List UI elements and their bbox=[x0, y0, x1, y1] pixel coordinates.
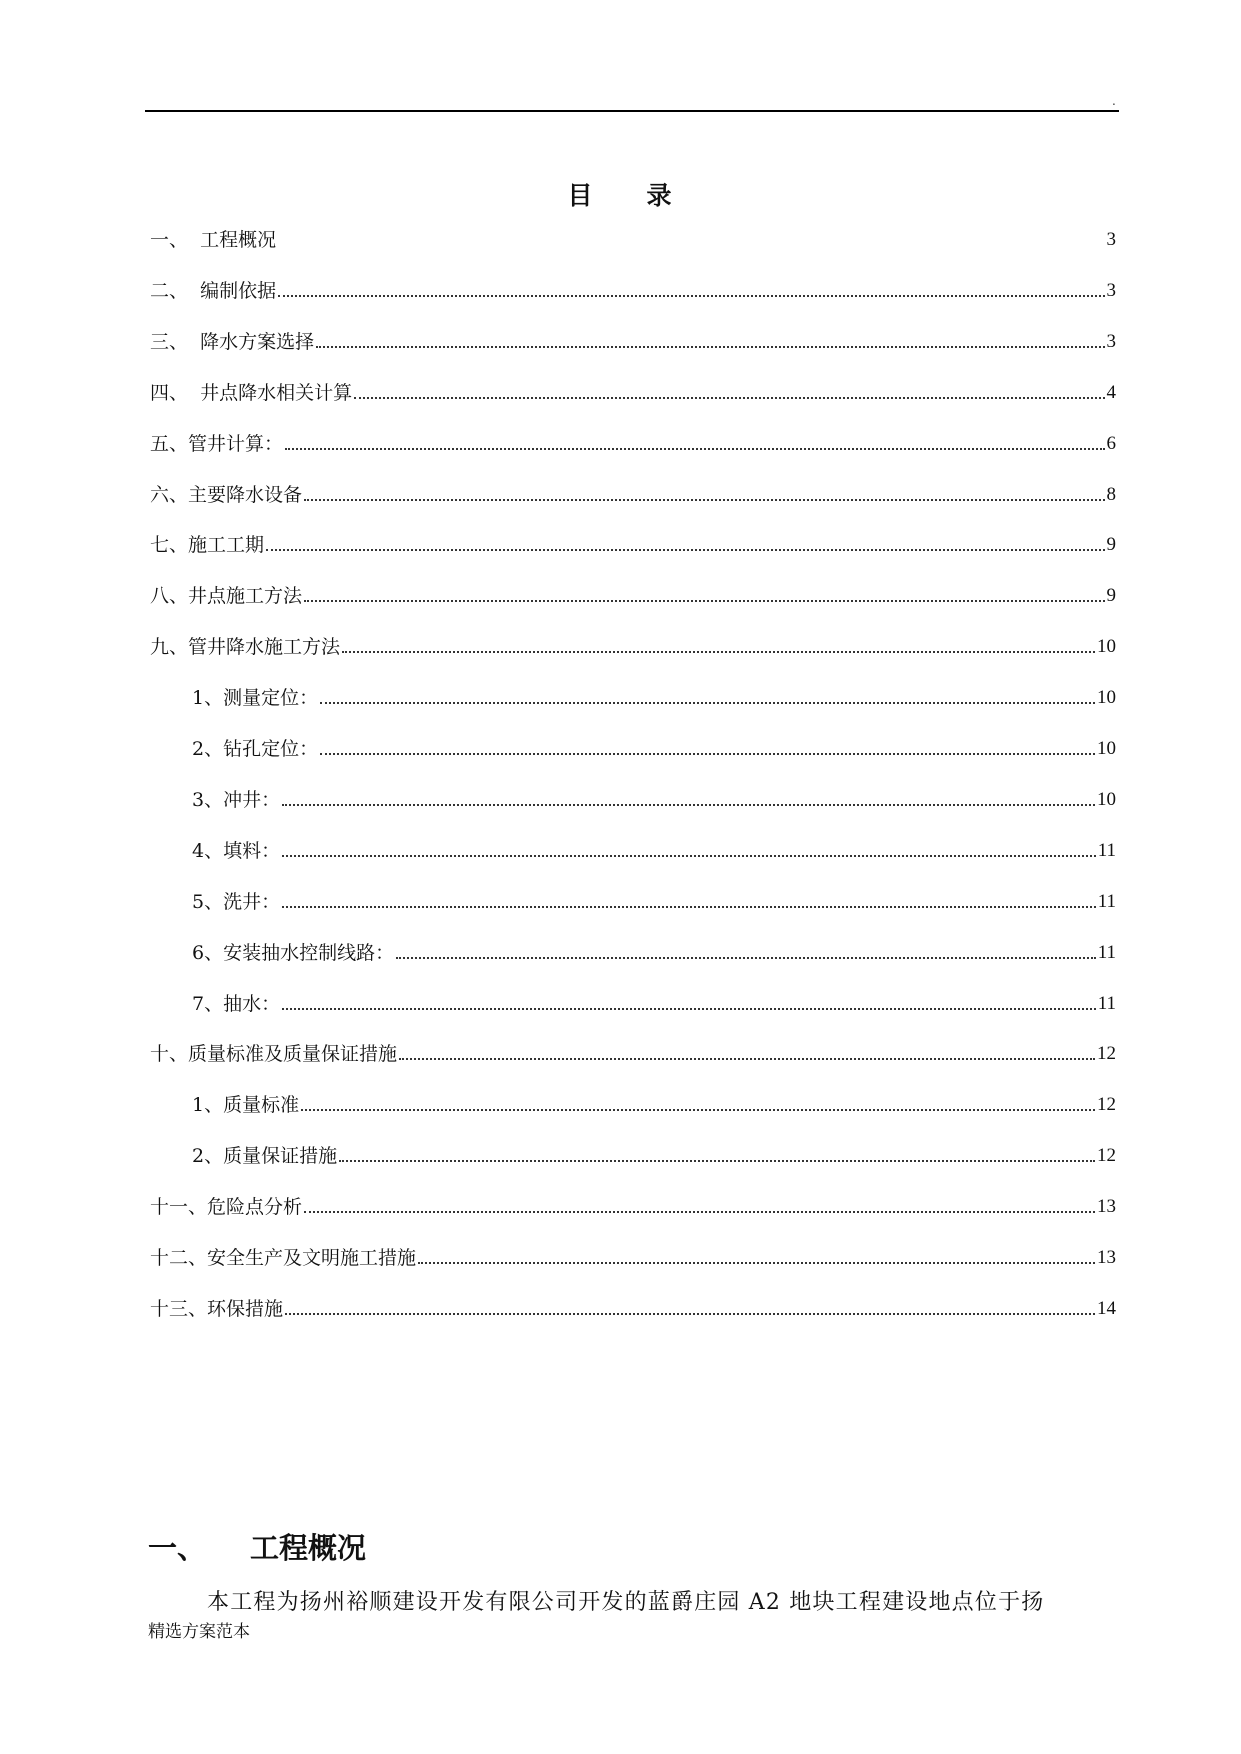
toc-entry-label: 十一、危险点分析 bbox=[150, 1196, 303, 1219]
section-title: 工程概况 bbox=[250, 1531, 367, 1565]
toc-entry[interactable] bbox=[192, 835, 1116, 863]
toc-entry[interactable] bbox=[150, 1038, 1116, 1066]
page-footer: 精选方案范本 bbox=[148, 1622, 250, 1642]
toc-entry[interactable] bbox=[192, 682, 1116, 710]
section-number: 一、 bbox=[148, 1531, 207, 1565]
toc-entry-page: 3 bbox=[1106, 279, 1116, 301]
toc-entry[interactable] bbox=[150, 529, 1116, 557]
toc-entry-label: 六、主要降水设备 bbox=[150, 483, 303, 506]
toc-leader-dots bbox=[282, 1006, 1096, 1010]
toc-entry-page: 12 bbox=[1097, 1145, 1116, 1167]
section-paragraph: 本工程为扬州裕顺建设开发有限公司开发的蓝爵庄园 A2 地块工程建设地点位于扬 bbox=[207, 1590, 1045, 1615]
toc-title-char-1: 目 bbox=[567, 181, 595, 210]
toc-entry[interactable] bbox=[150, 1242, 1116, 1270]
toc-leader-dots bbox=[320, 751, 1095, 755]
toc-entry-label: 九、管井降水施工方法 bbox=[150, 636, 341, 659]
toc-leader-dots bbox=[304, 598, 1104, 602]
toc-entry[interactable] bbox=[150, 580, 1116, 608]
toc-entry-page: 10 bbox=[1097, 738, 1116, 759]
toc-entry-page: 3 bbox=[1106, 229, 1116, 250]
toc-entry-page: 12 bbox=[1097, 1043, 1116, 1065]
toc-entry[interactable] bbox=[150, 1293, 1116, 1321]
toc-entry[interactable] bbox=[150, 326, 1116, 354]
toc-entry-page: 11 bbox=[1097, 839, 1116, 861]
toc-entry[interactable] bbox=[192, 1140, 1116, 1168]
toc-leader-dots bbox=[339, 1158, 1095, 1162]
toc-entry[interactable] bbox=[150, 479, 1116, 507]
toc-entry-label: 四、 井点降水相关计算 bbox=[150, 381, 353, 404]
toc-entry-page: 12 bbox=[1097, 1094, 1116, 1116]
toc-entry-page: 11 bbox=[1097, 992, 1116, 1014]
toc-leader-dots bbox=[304, 1209, 1095, 1213]
toc-entry[interactable] bbox=[192, 937, 1116, 965]
toc-entry[interactable] bbox=[150, 1191, 1116, 1219]
section-heading bbox=[148, 1526, 366, 1567]
toc-entry-page: 9 bbox=[1106, 585, 1116, 607]
toc-leader-dots bbox=[301, 1107, 1095, 1111]
toc-entry-page: 6 bbox=[1106, 432, 1116, 454]
toc-entry-label: 五、管井计算： bbox=[150, 432, 284, 455]
toc-entry[interactable] bbox=[150, 631, 1116, 659]
toc-entry-label: 3、冲井： bbox=[192, 788, 281, 811]
toc-entry-label: 十三、环保措施 bbox=[150, 1297, 284, 1320]
toc-leader-dots bbox=[278, 244, 1104, 246]
toc-leader-dots bbox=[282, 853, 1096, 857]
toc-entry-page: 10 bbox=[1097, 687, 1116, 709]
toc-entry-label: 7、抽水： bbox=[192, 992, 281, 1015]
toc-entry-label: 二、 编制依据 bbox=[150, 279, 277, 302]
header-rule bbox=[145, 110, 1119, 112]
toc-leader-dots bbox=[342, 649, 1095, 653]
toc-entry-page: 13 bbox=[1097, 1247, 1116, 1268]
toc-entry-label: 1、质量标准 bbox=[192, 1094, 300, 1117]
toc-entry-page: 4 bbox=[1106, 381, 1116, 403]
toc-entry-label: 6、安装抽水控制线路： bbox=[192, 941, 395, 964]
toc-entry[interactable] bbox=[192, 784, 1116, 812]
toc-leader-dots bbox=[278, 293, 1104, 297]
toc-leader-dots bbox=[282, 904, 1096, 908]
toc-leader-dots bbox=[396, 955, 1096, 959]
toc-leader-dots bbox=[418, 1260, 1095, 1264]
toc-entry-label: 2、钻孔定位： bbox=[192, 738, 319, 760]
toc-entry-label: 1、测量定位： bbox=[192, 687, 319, 710]
toc-entry[interactable] bbox=[150, 377, 1116, 405]
toc-entry-page: 14 bbox=[1097, 1297, 1116, 1319]
toc-leader-dots bbox=[304, 497, 1104, 501]
toc-entry[interactable] bbox=[150, 224, 1116, 252]
toc-entry-label: 十二、安全生产及文明施工措施 bbox=[150, 1247, 417, 1269]
toc-entry-label: 一、 工程概况 bbox=[150, 229, 277, 251]
toc-entry-page: 13 bbox=[1097, 1196, 1116, 1218]
toc-entry-page: 8 bbox=[1106, 483, 1116, 505]
toc-leader-dots bbox=[320, 700, 1095, 704]
toc-entry[interactable] bbox=[192, 886, 1116, 914]
toc-entry-page: 11 bbox=[1097, 890, 1116, 912]
toc-entry[interactable] bbox=[150, 428, 1116, 456]
toc-entry-label: 七、施工工期 bbox=[150, 534, 265, 557]
toc-entry-label: 5、洗井： bbox=[192, 890, 281, 913]
toc-title-char-2: 录 bbox=[646, 181, 674, 210]
toc-entry[interactable] bbox=[192, 988, 1116, 1016]
toc-entry-page: 11 bbox=[1097, 941, 1116, 963]
toc-entry-label: 三、 降水方案选择 bbox=[150, 330, 315, 353]
toc-leader-dots bbox=[285, 446, 1104, 450]
toc-entry-page: 10 bbox=[1097, 788, 1116, 810]
toc-leader-dots bbox=[354, 395, 1104, 399]
toc-leader-dots bbox=[316, 344, 1104, 348]
toc-entry[interactable] bbox=[150, 275, 1116, 303]
toc-entry-label: 2、质量保证措施 bbox=[192, 1145, 338, 1168]
toc-entry-label: 八、井点施工方法 bbox=[150, 585, 303, 608]
toc-entry-page: 3 bbox=[1106, 330, 1116, 352]
toc-title bbox=[0, 176, 1241, 212]
toc-entry[interactable] bbox=[192, 733, 1116, 761]
toc-leader-dots bbox=[266, 547, 1104, 551]
toc-leader-dots bbox=[399, 1056, 1095, 1060]
toc-entry-page: 9 bbox=[1106, 534, 1116, 556]
toc-leader-dots bbox=[282, 802, 1095, 806]
toc-entry-page: 10 bbox=[1097, 636, 1116, 658]
toc-entry-label: 十、质量标准及质量保证措施 bbox=[150, 1043, 398, 1066]
header-mark: . bbox=[1112, 94, 1116, 108]
toc-entry[interactable] bbox=[192, 1089, 1116, 1117]
toc-leader-dots bbox=[285, 1311, 1095, 1315]
toc-entry-label: 4、填料： bbox=[192, 839, 281, 862]
